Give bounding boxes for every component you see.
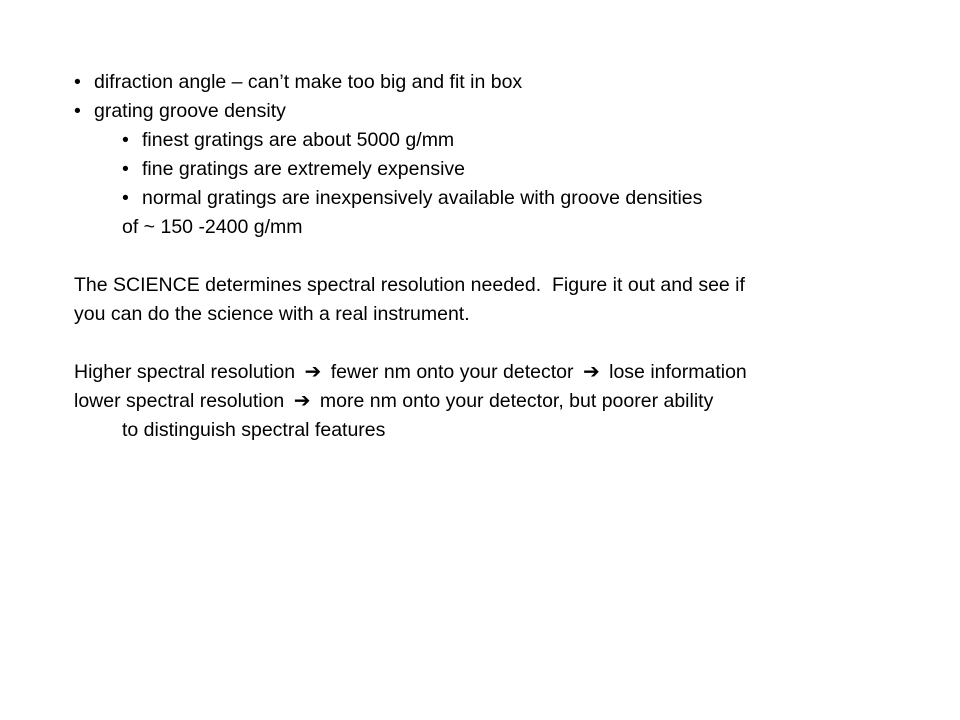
- paragraph-text: Higher spectral resolution: [74, 361, 296, 383]
- bullet-item-groove-density: [74, 97, 934, 126]
- bullet-text: fine gratings are extremely expensive: [142, 158, 465, 180]
- paragraph-text: The SCIENCE determines spectral resolution needed. Figure it out and see if: [74, 274, 745, 296]
- bullet-marker: •: [122, 158, 129, 180]
- bullet-text: finest gratings are about 5000 g/mm: [142, 129, 455, 151]
- right-arrow-icon: ➔: [293, 390, 311, 412]
- bullet-text: grating groove density: [94, 100, 286, 122]
- paragraph-science-line-2: [74, 300, 934, 329]
- spacer: [74, 242, 934, 271]
- sub-bullet-continuation: [74, 213, 934, 242]
- bullet-marker: •: [122, 129, 129, 151]
- bullet-marker: •: [122, 187, 129, 209]
- sub-bullet-item-normal-gratings: [74, 184, 934, 213]
- slide-content: [74, 68, 934, 445]
- paragraph-text: lose information: [609, 361, 747, 383]
- bullet-marker: •: [74, 100, 81, 122]
- bullet-marker: •: [74, 71, 81, 93]
- bullet-item-diffraction-angle: [74, 68, 934, 97]
- paragraph-science-line-1: [74, 271, 934, 300]
- paragraph-text: lower spectral resolution: [74, 390, 285, 412]
- continuation-text: of ~ 150 -2400 g/mm: [122, 216, 303, 238]
- paragraph-text: fewer nm onto your detector: [330, 361, 574, 383]
- right-arrow-icon: ➔: [304, 361, 322, 383]
- right-arrow-icon: ➔: [582, 361, 600, 383]
- paragraph-resolution-line-2: [74, 387, 934, 416]
- paragraph-text: more nm onto your detector, but poorer ability: [319, 390, 714, 412]
- paragraph-text: to distinguish spectral features: [122, 419, 386, 441]
- bullet-text: difraction angle – can’t make too big and fit in box: [94, 71, 523, 93]
- paragraph-resolution-line-1: [74, 358, 934, 387]
- bullet-text: normal gratings are inexpensively available with groove densities: [142, 187, 703, 209]
- paragraph-resolution-line-3: [74, 416, 934, 445]
- spacer: [74, 329, 934, 358]
- paragraph-text: you can do the science with a real instrument.: [74, 303, 470, 325]
- sub-bullet-item-fine-gratings: [74, 155, 934, 184]
- sub-bullet-item-finest-gratings: [74, 126, 934, 155]
